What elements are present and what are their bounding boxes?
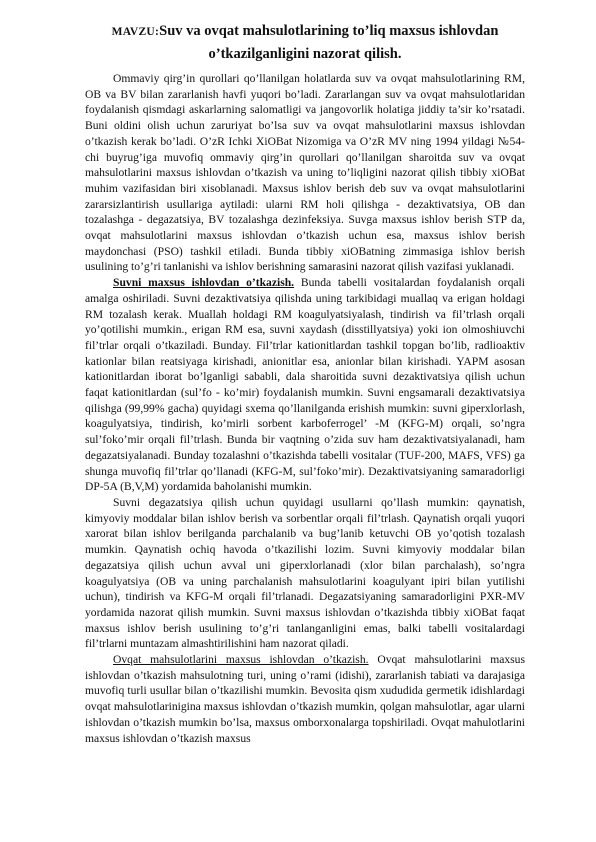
title-prefix: MAVZU: bbox=[111, 26, 160, 38]
paragraph-text: Ommaviy qirg’in qurollari qo’llanilgan holatlarda suv va ovqat mahsulotlarining RM, OB va BV bilan zararlanish havfi yuqori bo’ladi. Zararlangan suv va ovqat mahsulotlaridan foydalanish qismdagi askarlarning salomatligi va jangovorlik holatiga jiddiy ta’sir ko’rsatadi. Buni oldini olish uchun zaruriyat bo’lsa suv va ovqat mahsulotlarini maxsus ishlovdan o’tkazish kerak bo’ladi. O’zR Ichki XiOBat Nizomiga va O’zR MV ning 1994 yildagi №54-chi buyrug’iga muvofiq ommaviy qirg’in qurollari qo’llanilgan sharoitda suv va ovqat mahsulotlarini maxsus ishlovdan o’tkazish va uning to’liqligini nazorat qilish tibbiy xiOBat muhim vazifasidan biri xisoblanadi. Maxsus ishlov berish deb suv va ovqat mahsulotlarini zararsizlantirish usullariga aytiladi: ularni RM holi qilishga - dezaktivatsiya, OB dan tozalashga - degazatsiya, BV tozalashga dezinfeksiya. Suvga maxsus ishlov berish STP da, ovqat mahsulotlarini maxsus ishlovdan o’tkazish uchun esa, maxsus ishlov berish maydonchasi (PSO) tashkil etiladi. Bunda tibbiy xiOBatning zimmasiga ishlov berish usulining to’g’ri tanlanishi va ishlov berishning samarasini nazorat qilish vazifasi yuklanadi. bbox=[85, 72, 525, 274]
page-title bbox=[85, 20, 525, 65]
paragraph-text: Suvni degazatsiya qilish uchun quyidagi usullarni qo’llash mumkin: qaynatish, kimyoviy moddalar bilan ishlov berish va sorbentlar orqali fil’trlash. Qaynatish orqali yuqori xarorat bilan ishlov berilganda parchalanib va bug’lanib ketuvchi OB yo’qotish tozalash mumkin. Qaynatish ochiq havoda o’tkazilishi lozim. Suvni kimyoviy moddalar bilan degazatsiya qilish uchun avval uni giperxlorlanadi (xlor bilan parchalash), so’ngra koagulyatsiya (OB va uning parchalanish mahsulotlarini koagulyant ipiri bilan yutilishi uchun), tindirish va KFG-M orqali fil’trlanadi. Degazatsiyaning samaradorligini PXR-MV yordamida nazorat qilish mumkin. Suvni maxsus ishlovdan o’tkazishda tibbiy xiOBat faqat maxsus ishlov berish usulining to’g’ri tanlanganligini emas, balki tabelli vositalardagi fil’trlarni muntazam almashtirilishini ham nazorat qiladi. bbox=[85, 495, 525, 651]
section-heading-food: Ovqat mahsulotlarini maxsus ishlovdan o’tkazish. bbox=[113, 653, 369, 667]
paragraph-text: Bunda tabelli vositalardan foydalanish orqali amalga oshiriladi. Suvni dezaktivatsiya qilishda uning tarkibidagi muallaq va erigan holdagi RM tozalash kerak. Muallah holdagi RM koagulyatsiyalash, tindirish va fil’trlash orqali yo’qotilishi mumkin., erigan RM esa, suvni xaydash (disstillyatsiya) yoki ion olmoshiuvchi fil’trlar orqali o’tkaziladi. Bunday. Fil’trlar kationitlardan tashkil topgan bo’lib, radlioaktiv kationlar bilan reatsiyaga kirishadi, anionitlar esa, anionlar bilan kirishadi. YAPM asosan kationitlardan iborat bo’lganligi sababli, dala sharoitida suvni dezaktivatsiya qilish uchun faqat kationitlardan (sul’fo - ko’mir) foydalanish mumkin. Suvni engsamarali dezaktivatsiya qilishga (99,99% gacha) quyidagi sxema qo’llanilganda erishish mumkin: suvni giperxlorlash, koagulyatsiya, tindirish, ko’mirli sorbent karboferrogel’ -M (KFG-M) orqali, so’ngra sul’foko’mir orqali fil’trlash. Bunda bir vaqtning o’zida suv ham dezaktivatsiyalanadi, ham degazatsiyalanadi. Bunday tozalashni o’tkazishda tabelli vositalar (TUF-200, MAFS, VFS) ga shunga muvofiq fil’trlar qo’llanadi (KFG-M, sul’foko’mir). Dezaktivatsiyaning samaradorligi DP-5A (B,V,M) yordamida baholanishi mumkin. bbox=[85, 276, 525, 494]
paragraph-degassing bbox=[85, 495, 525, 652]
title-line-1: Suv va ovqat mahsulotlarining to’liq maxsus ishlovdan bbox=[159, 23, 499, 39]
section-heading-water: Suvni maxsus ishlovdan o’tkazish. bbox=[113, 276, 295, 290]
paragraph-water-treatment bbox=[85, 275, 525, 495]
title-line-2: o’tkazilganligini nazorat qilish. bbox=[208, 46, 402, 62]
document-page bbox=[85, 20, 525, 746]
paragraph-food-treatment bbox=[85, 652, 525, 746]
paragraph-text: Ovqat mahsulotlarini maxsus ishlovdan o’tkazish mahsulotning turi, uning o’rami (idishi), zararlanish tabiati va darajasiga muvofiq turli usullar bilan o’tkazilishi mumkin. Bevosita qism xududida germetik idishlardagi ovqat mahsulotlarinigina maxsus ishlovdan o’tkazish mumkin, qolgan mahsulotlar, agar ularni ishlovdan o’tkazish mumkin bo’lsa, maxsus omborxonalarga topshiriladi. Ovqat mahulotlarini maxsus ishlovdan o’tkazish maxsus bbox=[85, 653, 525, 745]
paragraph-intro bbox=[85, 71, 525, 275]
